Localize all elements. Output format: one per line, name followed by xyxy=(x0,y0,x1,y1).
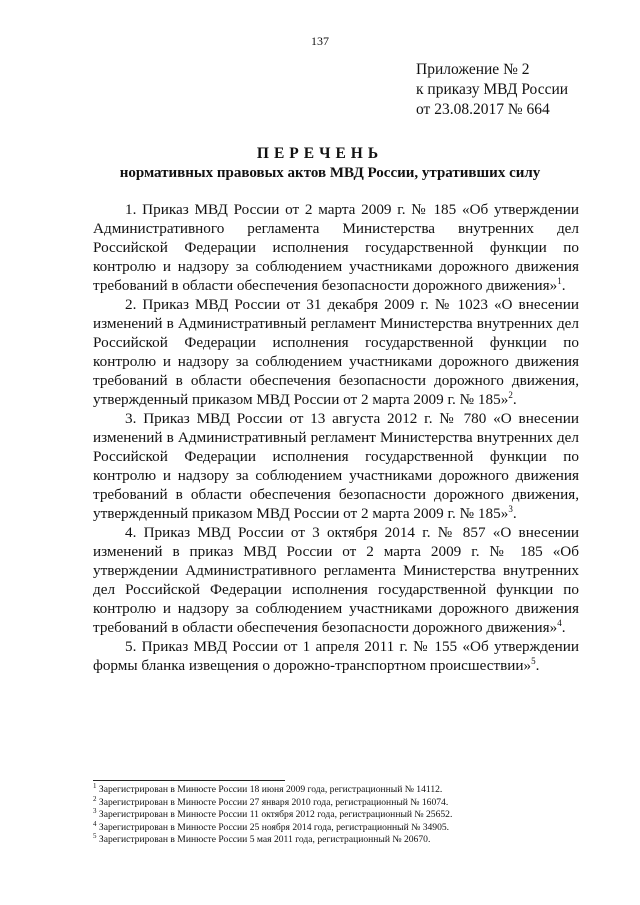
list-item: 5. Приказ МВД России от 1 апреля 2011 г. № 155 «Об утверждении формы бланка извещения о дорожно-транспортном происшествии»$^5$. xyxy=(93,638,579,674)
list-item: 3. Приказ МВД России от 13 августа 2012 г. № 780 «О внесении изменений в Административный регламент Министерства внутренних дел Российской Федерации исполнения государственной функции по контролю и надзору за соблюдением участниками дорожного движения требований в области обеспечения безопасности дорожного движения, утвержденный приказом МВД России от 2 марта 2009 г. № 185»$^3$. xyxy=(93,410,579,522)
list-item: 2. Приказ МВД России от 31 декабря 2009 г. № 1023 «О внесении изменений в Административный регламент Министерства внутренних дел Российской Федерации исполнения государственной функции по контролю и надзору за соблюдением участниками дорожного движения требований в области обеспечения безопасности дорожного движения, утвержденный приказом МВД России от 2 марта 2009 г. № 185»$^2$. xyxy=(93,296,579,408)
footnote-ref: 1 xyxy=(557,275,562,286)
footnotes xyxy=(93,781,573,847)
list-item-text: 1. Приказ МВД России от 2 марта 2009 г. № 185 «Об утверждении Административного регламента Министерства внутренних дел Российской Федерации исполнения государственной функции по контролю и надзору за соблюдением участниками дорожного движения требований в области обеспечения безопасности дорожного движения» xyxy=(93,201,579,294)
footnote: $^3$ Зарегистрирован в Минюсте России 11 октября 2012 года, регистрационный № 25652. xyxy=(93,807,453,821)
footnote: $^4$ Зарегистрирован в Минюсте России 25 ноября 2014 года, регистрационный № 34905. xyxy=(93,819,450,833)
footnote-divider xyxy=(93,780,285,781)
document-body xyxy=(93,200,579,675)
list-item-text: 5. Приказ МВД России от 1 апреля 2011 г. № 155 «Об утверждении формы бланка извещения о дорожно-транспортном происшествии» xyxy=(93,638,579,674)
document-title: ПЕРЕЧЕНЬ xyxy=(256,145,384,162)
list-item-text: 3. Приказ МВД России от 13 августа 2012 г. № 780 «О внесении изменений в Административный регламент Министерства внутренних дел Российской Федерации исполнения государственной функции по контролю и надзору за соблюдением участниками дорожного движения требований в области обеспечения безопасности дорожного движения, утвержденный приказом МВД России от 2 марта 2009 г. № 185» xyxy=(93,410,579,522)
document-subtitle: нормативных правовых актов МВД России, утративших силу xyxy=(119,165,541,181)
list-item: 4. Приказ МВД России от 3 октября 2014 г. № 857 «О внесении изменений в приказ МВД России от 2 марта 2009 г. № 185 «Об утверждении Административного регламента Министерства внутренних дел Российской Федерации исполнения государственной функции по контролю и надзору за соблюдением участниками дорожного движения требований в области обеспечения безопасности дорожного движения»$^4$. xyxy=(93,524,579,636)
footnote: $^1$ Зарегистрирован в Минюсте России 18 июня 2009 года, регистрационный № 14112. xyxy=(93,781,443,795)
appendix-header xyxy=(416,60,568,120)
footnote: $^5$ Зарегистрирован в Минюсте России 5 мая 2011 года, регистрационный № 20670. xyxy=(93,832,431,846)
list-item: 1. Приказ МВД России от 2 марта 2009 г. № 185 «Об утверждении Административного регламента Министерства внутренних дел Российской Федерации исполнения государственной функции по контролю и надзору за соблюдением участниками дорожного движения требований в области обеспечения безопасности дорожного движения»$^1$. xyxy=(93,201,579,294)
list-item-text: 4. Приказ МВД России от 3 октября 2014 г. № 857 «О внесении изменений в приказ МВД России от 2 марта 2009 г. № 185 «Об утверждении Административного регламента Министерства внутренних дел Российской Федерации исполнения государственной функции по контролю и надзору за соблюдением участниками дорожного движения требований в области обеспечения безопасности дорожного движения» xyxy=(93,524,579,636)
footnote-ref: 4 xyxy=(557,617,562,628)
appendix-line-3: от 23.08.2017 № 664 xyxy=(416,101,550,118)
appendix-line-1: Приложение № 2 xyxy=(416,61,530,78)
footnote: $^2$ Зарегистрирован в Минюсте России 27 января 2010 года, регистрационный № 16074. xyxy=(93,794,449,808)
footnote-ref: 5 xyxy=(531,655,536,666)
page-number: 137 xyxy=(311,34,329,48)
appendix-line-2: к приказу МВД России xyxy=(416,81,569,98)
list-item-text: 2. Приказ МВД России от 31 декабря 2009 г. № 1023 «О внесении изменений в Административный регламент Министерства внутренних дел Российской Федерации исполнения государственной функции по контролю и надзору за соблюдением участниками дорожного движения требований в области обеспечения безопасности дорожного движения, утвержденный приказом МВД России от 2 марта 2009 г. № 185» xyxy=(93,296,579,408)
footnote-ref: 3 xyxy=(508,503,513,514)
footnote-ref: 2 xyxy=(508,389,513,400)
